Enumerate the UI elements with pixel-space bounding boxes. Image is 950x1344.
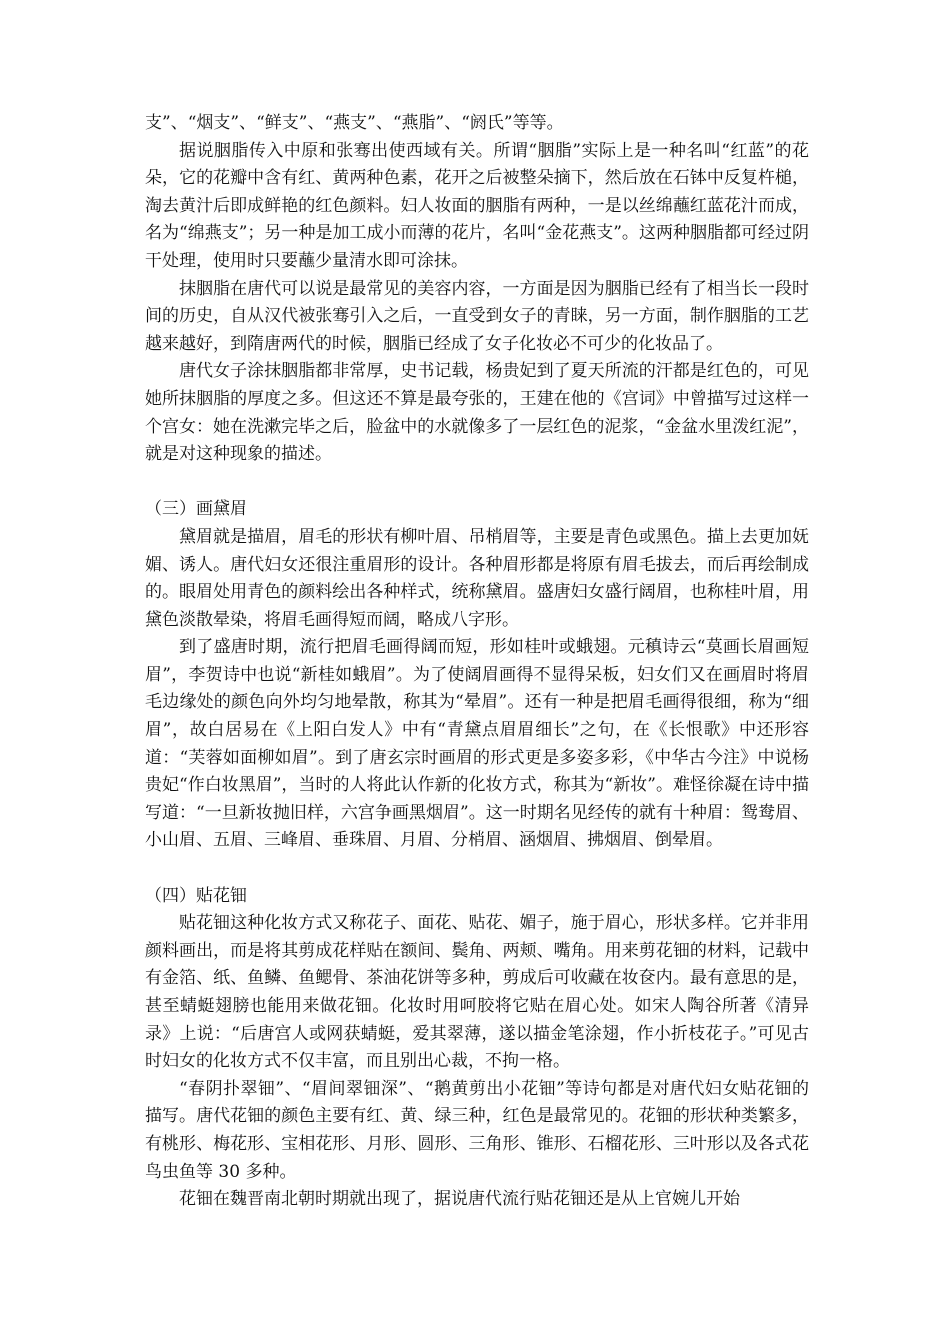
- paragraph-eyebrows-intro: 黛眉就是描眉，眉毛的形状有柳叶眉、吊梢眉等，主要是青色或黑色。描上去更加妩媚、诱人。唐代妇女还很注重眉形的设计。各种眉形都是将原有眉毛拔去，而后再绘制成的。眼眉处用青色的颜料绘出各种样式，统称黛眉。盛唐妇女盛行阔眉，也称桂叶眉，用黛色淡散晕染，将眉毛画得短而阔，略成八字形。: [145, 526, 809, 630]
- section-heading-huadian: （四）贴花钿: [145, 885, 247, 906]
- paragraph-rouge-tang: 抹胭脂在唐代可以说是最常见的美容内容，一方面是因为胭脂已经有了相当长一段时间的历史，自从汉代被张骞引入之后，一直受到女子的青睐，另一方面，制作胭脂的工艺越来越好，到隋唐两代的时候，胭脂已经成了女子化妆必不可少的化妆品了。: [145, 278, 809, 354]
- paragraph-rouge-origin: 据说胭脂传入中原和张骞出使西域有关。所谓“胭脂”实际上是一种名叫“红蓝”的花朵，它的花瓣中含有红、黄两种色素，花开之后被整朵摘下，然后放在石钵中反复杵槌，淘去黄汁后即成鲜艳的红色颜料。妇人妆面的胭脂有两种，一是以丝绵蘸红蓝花汁而成，名为“绵燕支”；另一种是加工成小而薄的花片，名叫“金花燕支”。这两种胭脂都可经过阴干处理，使用时只要蘸少量清水即可涂抹。: [145, 140, 809, 271]
- paragraph-rouge-names: 支”、“烟支”、“鲜支”、“燕支”、“燕脂”、“阏氏”等等。: [145, 113, 564, 133]
- paragraph-huadian-poems: “春阴扑翠钿”、“眉间翠钿深”、“鹅黄剪出小花钿”等诗句都是对唐代妇女贴花钿的描写。唐代花钿的颜色主要有红、黄、绿三种，红色是最常见的。花钿的形状种类繁多，有桃形、梅花形、宝相花形、月形、圆形、三角形、锥形、石榴花形、三叶形以及各式花鸟虫鱼等 30 多种。: [145, 1078, 809, 1182]
- paragraph-huadian-origin: 花钿在魏晋南北朝时期就出现了，据说唐代流行贴花钿还是从上官婉儿开始: [179, 1189, 740, 1210]
- paragraph-rouge-thickness: 唐代女子涂抹胭脂都非常厚，史书记载，杨贵妃到了夏天所流的汗都是红色的，可见她所抹胭脂的厚度之多。但这还不算是最夸张的，王建在他的《宫词》中曾描写过这样一个宫女：她在洗漱完毕之后，脸盆中的水就像多了一层红色的泥浆，“金盆水里泼红泥”，就是对这种现象的描述。: [145, 361, 809, 465]
- section-heading-eyebrows: （三）画黛眉: [145, 499, 247, 520]
- paragraph-huadian-intro: 贴花钿这种化妆方式又称花子、面花、贴花、媚子，施于眉心，形状多样。它并非用颜料画出，而是将其剪成花样贴在额间、鬓角、两颊、嘴角。用来剪花钿的材料，记载中有金箔、纸、鱼鳞、鱼鳃骨、茶油花饼等多种，剪成后可收藏在妆奁内。最有意思的是，甚至蜻蜓翅膀也能用来做花钿。化妆时用呵胶将它贴在眉心处。如宋人陶谷所著《清异录》上说：“后唐宫人或网获蜻蜓，爱其翠薄，遂以描金笔涂翅，作小折枝花子。”可见古时妇女的化妆方式不仅丰富，而且别出心裁，不拘一格。: [145, 913, 809, 1072]
- paragraph-eyebrows-styles: 到了盛唐时期，流行把眉毛画得阔而短，形如桂叶或蛾翅。元稹诗云“莫画长眉画短眉”，李贺诗中也说“新桂如蛾眉”。为了使阔眉画得不显得呆板，妇女们又在画眉时将眉毛边缘处的颜色向外均匀地晕散，称其为“晕眉”。还有一种是把眉毛画得很细，称为“细眉”，故白居易在《上阳白发人》中有“青黛点眉眉细长”之句，在《长恨歌》中还形容道：“芙蓉如面柳如眉”。到了唐玄宗时画眉的形式更是多姿多彩，《中华古今注》中说杨贵妃“作白妆黑眉”，当时的人将此认作新的化妆方式，称其为“新妆”。难怪徐凝在诗中描写道：“一旦新妆抛旧样，六宫争画黑烟眉”。这一时期名见经传的就有十种眉：鸳鸯眉、小山眉、五眉、三峰眉、垂珠眉、月眉、分梢眉、涵烟眉、拂烟眉、倒晕眉。: [145, 637, 809, 851]
- document-body: [145, 110, 809, 1214]
